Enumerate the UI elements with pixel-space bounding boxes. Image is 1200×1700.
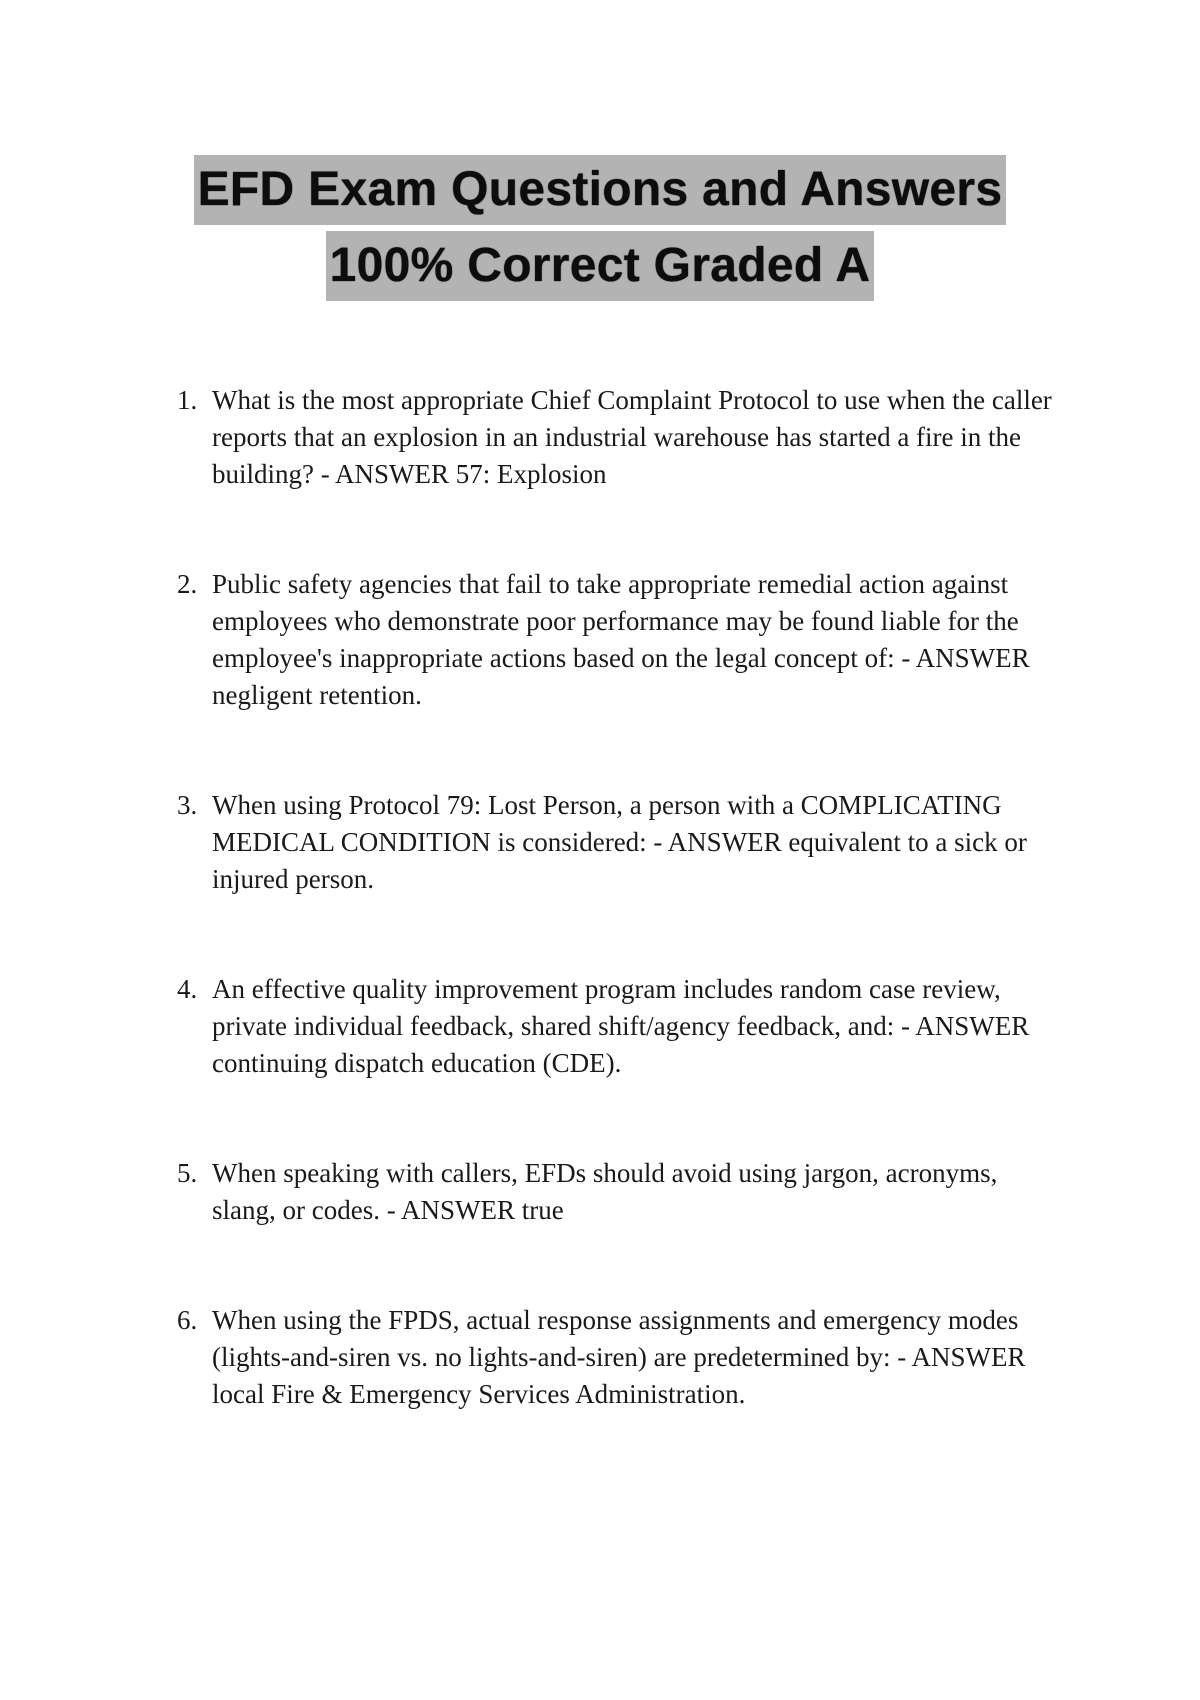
question-item-3 [166,787,1066,898]
question-number: 6. [177,1305,198,1335]
question-item-5 [166,1155,1066,1229]
question-text: When speaking with callers, EFDs should avoid using jargon, acronyms, slang, or codes. - ANSWER true [212,1158,998,1225]
question-number: 1. [177,385,198,415]
document-title [0,155,1200,301]
question-item-6 [166,1302,1066,1413]
question-number: 3. [177,790,198,820]
title-line-1: EFD Exam Questions and Answers [194,155,1007,225]
question-number: 5. [177,1158,198,1188]
question-list [166,382,1066,1486]
question-number: 2. [177,569,198,599]
question-text: When using Protocol 79: Lost Person, a person with a COMPLICATING MEDICAL CONDITION is considered: - ANSWER equivalent to a sick or injured person. [212,790,1027,894]
question-number: 4. [177,974,198,1004]
question-text: Public safety agencies that fail to take appropriate remedial action against employees who demonstrate poor performance may be found liable for the employee's inappropriate actions based on the legal concept of: - ANSWER negligent retention. [212,569,1030,710]
title-line-2: 100% Correct Graded A [326,231,875,301]
question-item-2 [166,566,1066,714]
question-text: When using the FPDS, actual response assignments and emergency modes (lights-and-siren vs. no lights-and-siren) are predetermined by: - ANSWER local Fire & Emergency Services Administration. [212,1305,1026,1409]
question-text: What is the most appropriate Chief Complaint Protocol to use when the caller reports that an explosion in an industrial warehouse has started a fire in the building? - ANSWER 57: Explosion [212,385,1052,489]
question-text: An effective quality improvement program includes random case review, private individual feedback, shared shift/agency feedback, and: - ANSWER continuing dispatch education (CDE). [212,974,1030,1078]
question-item-1 [166,382,1066,493]
question-item-4 [166,971,1066,1082]
